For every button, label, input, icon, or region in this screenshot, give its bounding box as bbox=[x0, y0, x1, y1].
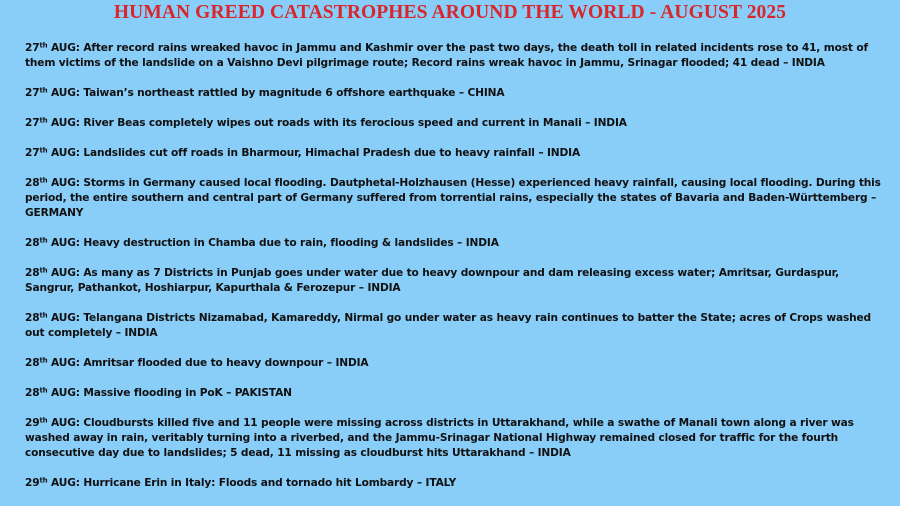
entry-day-suffix: th bbox=[39, 86, 48, 95]
entry-day: 27 bbox=[25, 147, 40, 159]
entry-day-suffix: th bbox=[39, 236, 48, 245]
entry-text: AUG: River Beas completely wipes out roads with its ferocious speed and current in Manali – INDIA bbox=[47, 117, 627, 129]
entry-day-suffix: th bbox=[39, 416, 48, 425]
list-item bbox=[25, 476, 887, 491]
list-item bbox=[25, 176, 887, 221]
entry-text: AUG: Cloudbursts killed five and 11 people were missing across districts in Uttarakhand, while a swathe of Manali town along a river was washed away in rain, veritably turning into a riverbed, and the Jammu-Srinagar National Highway remained closed for traffic for the fourth consecutive day due to landslides; 5 dead, 11 missing as cloudburst hits Uttarakhand – INDIA bbox=[25, 417, 854, 459]
event-list bbox=[25, 41, 887, 506]
list-item bbox=[25, 416, 887, 461]
entry-day-suffix: th bbox=[39, 311, 48, 320]
entry-day: 28 bbox=[25, 237, 40, 249]
entry-day: 28 bbox=[25, 387, 40, 399]
entry-day: 27 bbox=[25, 42, 40, 54]
entry-day-suffix: th bbox=[39, 266, 48, 275]
page-title: HUMAN GREED CATASTROPHES AROUND THE WORLD - AUGUST 2025 bbox=[113, 2, 787, 23]
list-item bbox=[25, 41, 887, 71]
list-item bbox=[25, 116, 887, 131]
list-item bbox=[25, 266, 887, 296]
entry-text: AUG: Massive flooding in PoK – PAKISTAN bbox=[47, 387, 292, 399]
entry-day-suffix: th bbox=[39, 41, 48, 50]
entry-day: 27 bbox=[25, 117, 40, 129]
entry-day-suffix: th bbox=[39, 356, 48, 365]
list-item bbox=[25, 311, 887, 341]
entry-day: 27 bbox=[25, 87, 40, 99]
entry-day: 29 bbox=[25, 477, 40, 489]
entry-text: AUG: After record rains wreaked havoc in Jammu and Kashmir over the past two days, the death toll in related incidents rose to 41, most of them victims of the landslide on a Vaishno Devi pilgrimage route; Record rains wreak havoc in Jammu, Srinagar flooded; 41 dead – INDIA bbox=[25, 42, 868, 69]
entry-text: AUG: Telangana Districts Nizamabad, Kamareddy, Nirmal go under water as heavy rain continues to batter the State; acres of Crops washed out completely – INDIA bbox=[25, 312, 871, 339]
entry-text: AUG: Storms in Germany caused local flooding. Dautphetal-Holzhausen (Hesse) experienced heavy rainfall, causing local flooding. During this period, the entire southern and central part of Germany suffered from torrential rains, especially the states of Bavaria and Baden-Württemberg – GERMANY bbox=[25, 177, 881, 219]
list-item bbox=[25, 86, 887, 101]
entry-day: 28 bbox=[25, 312, 40, 324]
entry-day-suffix: th bbox=[39, 386, 48, 395]
list-item bbox=[25, 386, 887, 401]
entry-text: AUG: Taiwan’s northeast rattled by magnitude 6 offshore earthquake – CHINA bbox=[47, 87, 505, 99]
entry-day-suffix: th bbox=[39, 176, 48, 185]
list-item bbox=[25, 146, 887, 161]
entry-text: AUG: Hurricane Erin in Italy: Floods and tornado hit Lombardy – ITALY bbox=[47, 477, 457, 489]
entry-text: AUG: Landslides cut off roads in Bharmour, Himachal Pradesh due to heavy rainfall – INDIA bbox=[47, 147, 580, 159]
list-item bbox=[25, 356, 887, 371]
entry-text: AUG: As many as 7 Districts in Punjab goes under water due to heavy downpour and dam releasing excess water; Amritsar, Gurdaspur, Sangrur, Pathankot, Hoshiarpur, Kapurthala & Ferozepur – INDIA bbox=[25, 267, 840, 294]
entry-day-suffix: th bbox=[39, 476, 48, 485]
entry-day-suffix: th bbox=[39, 116, 48, 125]
entry-day: 28 bbox=[25, 357, 40, 369]
entry-text: AUG: Heavy destruction in Chamba due to rain, flooding & landslides – INDIA bbox=[47, 237, 499, 249]
entry-day: 28 bbox=[25, 267, 40, 279]
entry-text: AUG: Amritsar flooded due to heavy downpour – INDIA bbox=[47, 357, 369, 369]
entry-day: 29 bbox=[25, 417, 40, 429]
list-item bbox=[25, 236, 887, 251]
entry-day-suffix: th bbox=[39, 146, 48, 155]
entry-day: 28 bbox=[25, 177, 40, 189]
